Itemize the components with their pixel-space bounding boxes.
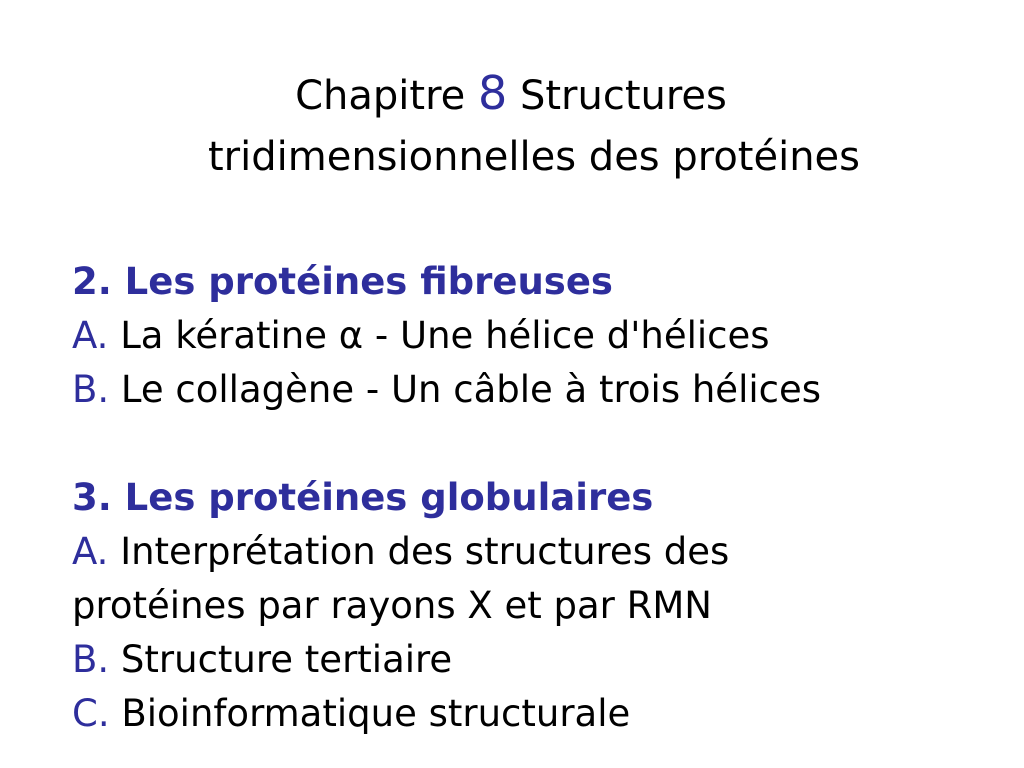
- item-text: Le collagène - Un câble à trois hélices: [120, 368, 822, 411]
- list-item-keratin: [72, 314, 770, 358]
- list-item-tertiary-structure: [72, 638, 452, 682]
- chapter-number: 8: [477, 66, 508, 120]
- item-letter: B.: [72, 368, 110, 411]
- item-letter: C.: [72, 692, 110, 735]
- slide-title-line-1: [0, 66, 1023, 120]
- item-letter: A.: [72, 314, 109, 357]
- list-item-interpretation: [72, 530, 729, 574]
- section-heading-fibrous: 2. Les protéines fibreuses: [72, 260, 613, 303]
- title-prefix: Chapitre: [295, 73, 466, 119]
- item-text: Interprétation des structures des: [120, 530, 730, 573]
- list-item-structural-bioinformatics: [72, 692, 630, 736]
- title-line1-rest: Structures: [519, 73, 727, 119]
- slide-title-line-2: tridimensionnelles des protéines: [208, 134, 860, 180]
- item-letter: B.: [72, 638, 110, 681]
- item-letter: A.: [72, 530, 109, 573]
- list-item-collagen: [72, 368, 821, 412]
- list-item-interpretation-continuation: protéines par rayons X et par RMN: [72, 584, 712, 627]
- section-heading-globular: 3. Les protéines globulaires: [72, 476, 654, 519]
- item-text: Bioinformatique structurale: [121, 692, 631, 735]
- item-text: Structure tertiaire: [120, 638, 453, 681]
- item-text: La kératine α - Une hélice d'hélices: [120, 314, 770, 357]
